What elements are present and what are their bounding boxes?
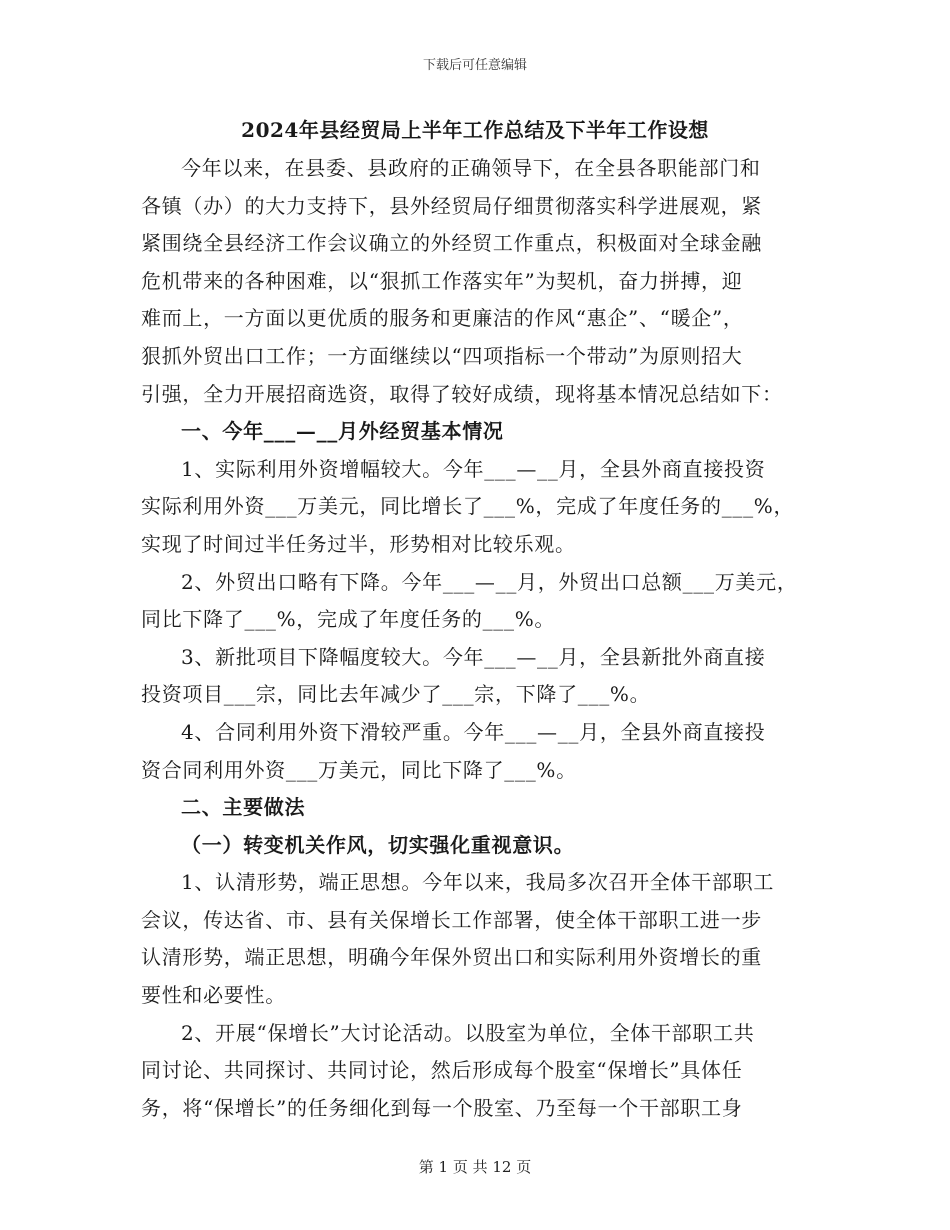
paragraph-line: 要性和必要性。 [141, 983, 286, 1008]
page-footer: 第 1 页 共 12 页 [418, 1158, 532, 1176]
paragraph-line: 今年以来，在县委、县政府的正确领导下，在全县各职能部门和 [181, 156, 761, 180]
paragraph-line: 实现了时间过半任务过半，形势相对比较乐观。 [141, 531, 576, 556]
page-header: 下载后可任意编辑 [422, 58, 527, 73]
paragraph-line: 1、认清形势，端正思想。今年以来，我局多次召开全体干部职工 [181, 870, 775, 895]
paragraph-line: 同比下降了___%，完成了年度任务的___%。 [141, 607, 556, 632]
paragraph-line: 紧围绕全县经济工作会议确立的外经贸工作重点，积极面对全球金融 [141, 231, 762, 256]
paragraph-line: 难而上，一方面以更优质的服务和更廉洁的作风“惠企”、“暖企”， [141, 306, 744, 331]
paragraph-line: 4、合同利用外资下滑较严重。今年___—__月，全县外商直接投 [181, 719, 766, 744]
paragraph-line: 3、新批项目下降幅度较大。今年___—__月，全县新批外商直接 [181, 644, 766, 669]
paragraph-line: 各镇（办）的大力支持下，县外经贸局仔细贯彻落实科学进展观，紧 [141, 193, 762, 218]
section-heading: 一、今年___—__月外经贸基本情况 [181, 419, 504, 444]
paragraph-line: 资合同利用外资___万美元，同比下降了___%。 [141, 757, 577, 782]
paragraph-line: 务，将“保增长”的任务细化到每一个股室、乃至每一个干部职工身 [141, 1095, 743, 1120]
paragraph-line: 2、外贸出口略有下降。今年___—__月，外贸出口总额___万美元， [181, 569, 798, 594]
paragraph-line: 会议，传达省、市、县有关保增长工作部署，使全体干部职工进一步 [141, 907, 762, 932]
section-heading: 二、主要做法 [181, 795, 306, 820]
document-title: 2024年县经贸局上半年工作总结及下半年工作设想 [241, 118, 709, 142]
paragraph-line: 同讨论、共同探讨、共同讨论，然后形成每个股室“保增长”具体任 [141, 1058, 743, 1083]
paragraph-line: 1、实际利用外资增幅较大。今年___—__月，全县外商直接投资 [181, 456, 766, 481]
paragraph-line: 实际利用外资___万美元，同比增长了___%，完成了年度任务的___%， [141, 494, 795, 519]
subsection-heading: （一）转变机关作风，切实强化重视意识。 [181, 832, 575, 857]
paragraph-line: 投资项目___宗，同比去年减少了___宗，下降了___%。 [141, 682, 651, 707]
paragraph-line: 狠抓外贸出口工作；一方面继续以“四项指标一个带动”为原则招大 [141, 343, 743, 368]
paragraph-line: 引强，全力开展招商选资，取得了较好成绩，现将基本情况总结如下： [141, 381, 783, 406]
paragraph-line: 危机带来的各种困难，以“狠抓工作落实年”为契机，奋力拼搏，迎 [141, 268, 743, 293]
document-body [141, 150, 809, 1127]
paragraph-line: 2、开展“保增长”大讨论活动。以股室为单位，全体干部职工共 [181, 1020, 755, 1045]
paragraph-line: 认清形势，端正思想，明确今年保外贸出口和实际利用外资增长的重 [141, 945, 762, 970]
